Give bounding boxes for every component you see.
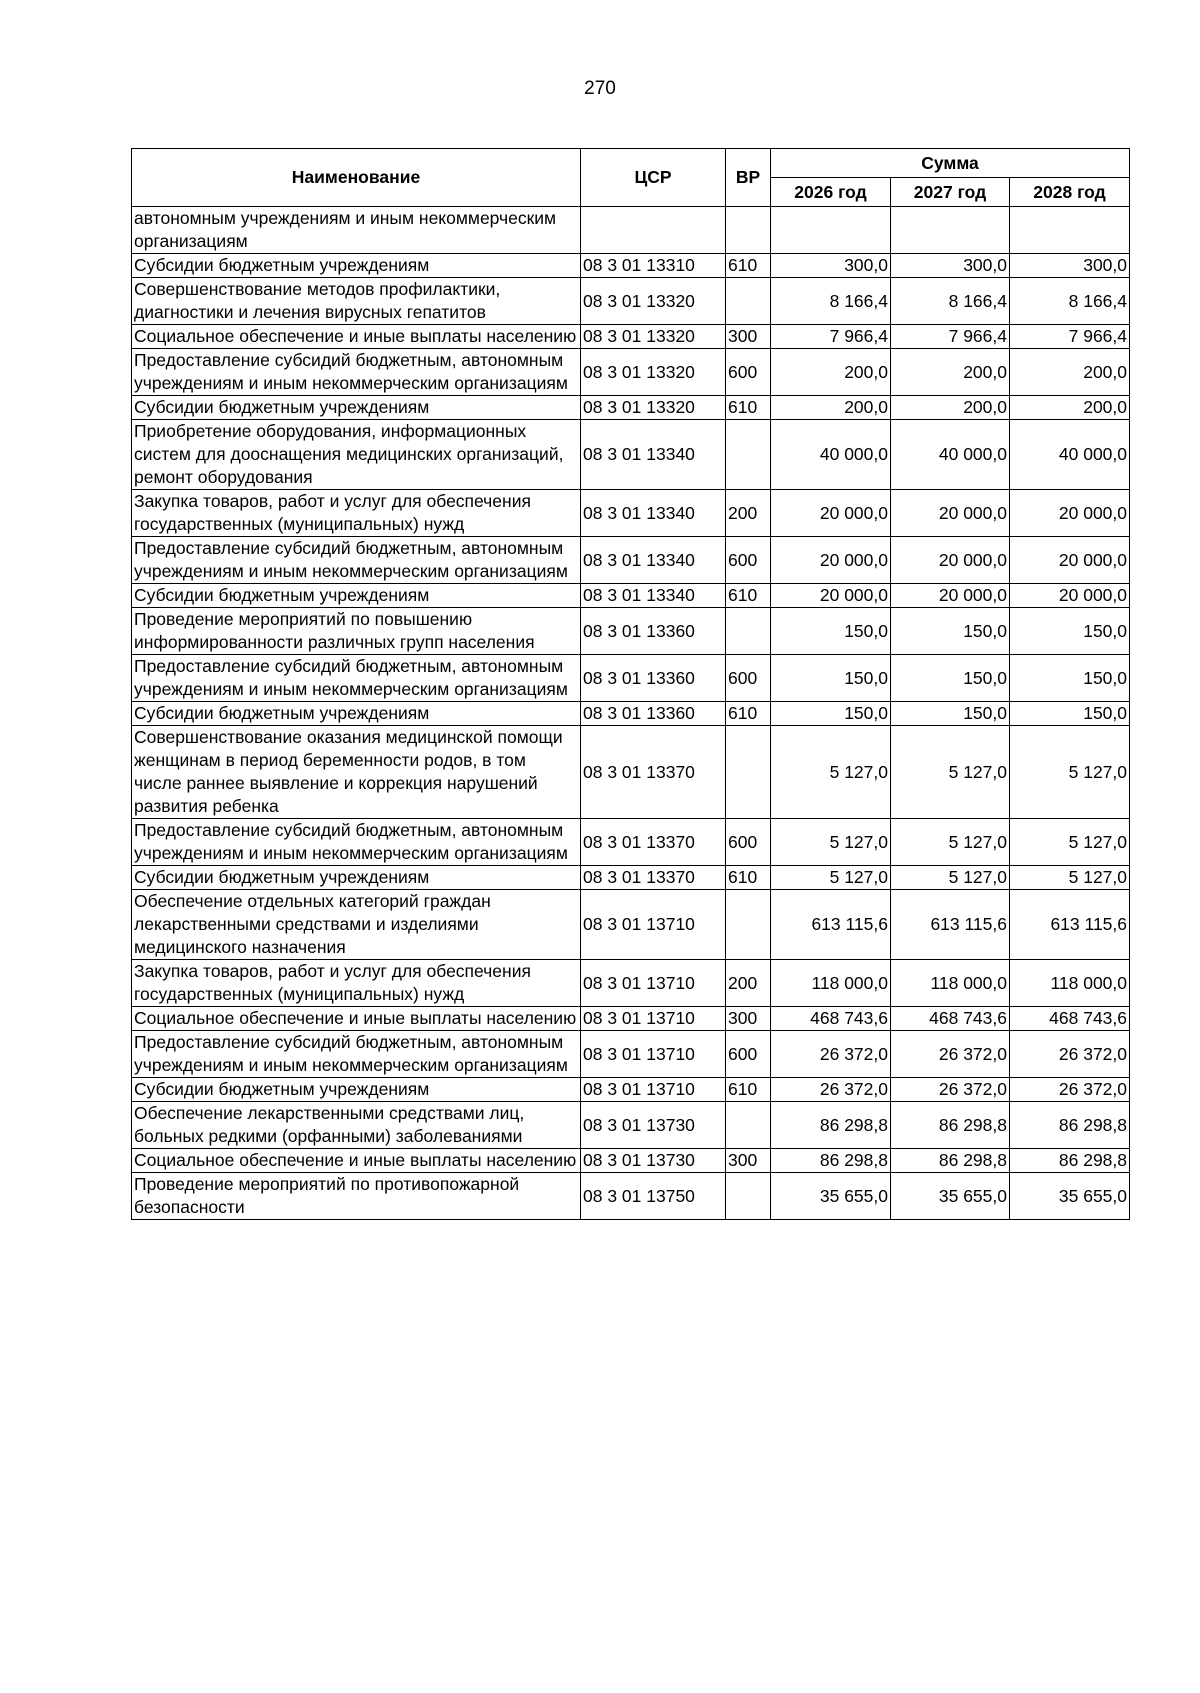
row-name-cell: Социальное обеспечение и иные выплаты населению <box>132 1149 581 1173</box>
row-value-2027: 86 298,8 <box>891 1102 1010 1149</box>
table-row <box>132 866 1130 890</box>
row-vr-cell: 610 <box>726 1078 771 1102</box>
row-name-cell: Предоставление субсидий бюджетным, автономным учреждениям и иным некоммерческим организациям <box>132 1031 581 1078</box>
row-value-2028: 200,0 <box>1010 349 1130 396</box>
row-value-2026: 40 000,0 <box>771 420 891 490</box>
row-value-2026: 20 000,0 <box>771 537 891 584</box>
table-row <box>132 420 1130 490</box>
row-value-2027: 7 966,4 <box>891 325 1010 349</box>
row-vr-cell <box>726 278 771 325</box>
table-row <box>132 349 1130 396</box>
row-name-cell: Приобретение оборудования, информационных систем для дооснащения медицинских организаций, ремонт оборудования <box>132 420 581 490</box>
row-vr-cell <box>726 890 771 960</box>
row-vr-cell <box>726 207 771 254</box>
row-vr-cell <box>726 726 771 819</box>
table-row <box>132 960 1130 1007</box>
table-row <box>132 325 1130 349</box>
table-row <box>132 702 1130 726</box>
row-value-2028: 8 166,4 <box>1010 278 1130 325</box>
row-name-cell: Предоставление субсидий бюджетным, автономным учреждениям и иным некоммерческим организациям <box>132 655 581 702</box>
row-csr-cell <box>581 207 726 254</box>
table-row <box>132 890 1130 960</box>
header-vr: ВР <box>726 149 771 207</box>
row-value-2027: 20 000,0 <box>891 490 1010 537</box>
header-name: Наименование <box>132 149 581 207</box>
row-vr-cell: 610 <box>726 866 771 890</box>
row-csr-cell: 08 3 01 13360 <box>581 655 726 702</box>
row-csr-cell: 08 3 01 13310 <box>581 254 726 278</box>
row-csr-cell: 08 3 01 13750 <box>581 1173 726 1220</box>
row-value-2028: 200,0 <box>1010 396 1130 420</box>
row-value-2027: 300,0 <box>891 254 1010 278</box>
header-csr: ЦСР <box>581 149 726 207</box>
row-value-2027: 150,0 <box>891 608 1010 655</box>
table-header <box>132 149 1130 207</box>
row-csr-cell: 08 3 01 13340 <box>581 537 726 584</box>
row-value-2028: 150,0 <box>1010 702 1130 726</box>
row-value-2027 <box>891 207 1010 254</box>
row-value-2026: 20 000,0 <box>771 490 891 537</box>
row-value-2028: 20 000,0 <box>1010 584 1130 608</box>
row-value-2026: 150,0 <box>771 702 891 726</box>
row-vr-cell: 600 <box>726 819 771 866</box>
row-vr-cell <box>726 1173 771 1220</box>
row-value-2026: 7 966,4 <box>771 325 891 349</box>
row-vr-cell: 610 <box>726 702 771 726</box>
row-value-2028 <box>1010 207 1130 254</box>
row-vr-cell: 600 <box>726 537 771 584</box>
table-row <box>132 396 1130 420</box>
row-value-2028: 86 298,8 <box>1010 1149 1130 1173</box>
header-year-2026: 2026 год <box>771 178 891 207</box>
row-value-2028: 26 372,0 <box>1010 1078 1130 1102</box>
row-csr-cell: 08 3 01 13730 <box>581 1149 726 1173</box>
row-value-2028: 150,0 <box>1010 608 1130 655</box>
budget-table <box>131 148 1130 1220</box>
row-csr-cell: 08 3 01 13710 <box>581 1078 726 1102</box>
row-vr-cell: 600 <box>726 655 771 702</box>
row-value-2026: 5 127,0 <box>771 866 891 890</box>
row-value-2028: 7 966,4 <box>1010 325 1130 349</box>
row-csr-cell: 08 3 01 13370 <box>581 819 726 866</box>
row-csr-cell: 08 3 01 13320 <box>581 325 726 349</box>
row-vr-cell: 200 <box>726 490 771 537</box>
row-name-cell: Совершенствование методов профилактики, диагностики и лечения вирусных гепатитов <box>132 278 581 325</box>
row-value-2027: 20 000,0 <box>891 537 1010 584</box>
row-value-2027: 118 000,0 <box>891 960 1010 1007</box>
row-csr-cell: 08 3 01 13710 <box>581 960 726 1007</box>
row-value-2026: 468 743,6 <box>771 1007 891 1031</box>
row-name-cell: Субсидии бюджетным учреждениям <box>132 254 581 278</box>
row-csr-cell: 08 3 01 13710 <box>581 890 726 960</box>
row-name-cell: Проведение мероприятий по противопожарной безопасности <box>132 1173 581 1220</box>
row-name-cell: Субсидии бюджетным учреждениям <box>132 584 581 608</box>
row-value-2027: 613 115,6 <box>891 890 1010 960</box>
header-year-2028: 2028 год <box>1010 178 1130 207</box>
row-value-2027: 150,0 <box>891 655 1010 702</box>
row-vr-cell: 600 <box>726 349 771 396</box>
table-row <box>132 490 1130 537</box>
row-value-2026: 86 298,8 <box>771 1102 891 1149</box>
table-row <box>132 1031 1130 1078</box>
row-value-2027: 200,0 <box>891 396 1010 420</box>
row-name-cell: Обеспечение отдельных категорий граждан лекарственными средствами и изделиями медицинского назначения <box>132 890 581 960</box>
row-value-2028: 5 127,0 <box>1010 866 1130 890</box>
row-vr-cell: 300 <box>726 325 771 349</box>
row-value-2026: 26 372,0 <box>771 1078 891 1102</box>
row-csr-cell: 08 3 01 13340 <box>581 490 726 537</box>
row-csr-cell: 08 3 01 13320 <box>581 349 726 396</box>
table-row <box>132 1173 1130 1220</box>
row-csr-cell: 08 3 01 13730 <box>581 1102 726 1149</box>
row-value-2028: 5 127,0 <box>1010 726 1130 819</box>
table-row <box>132 1007 1130 1031</box>
row-value-2027: 5 127,0 <box>891 819 1010 866</box>
row-vr-cell: 300 <box>726 1149 771 1173</box>
row-vr-cell: 600 <box>726 1031 771 1078</box>
row-value-2026: 5 127,0 <box>771 726 891 819</box>
row-value-2027: 468 743,6 <box>891 1007 1010 1031</box>
row-csr-cell: 08 3 01 13370 <box>581 866 726 890</box>
row-value-2026: 35 655,0 <box>771 1173 891 1220</box>
row-value-2028: 26 372,0 <box>1010 1031 1130 1078</box>
table-row <box>132 1078 1130 1102</box>
row-value-2028: 20 000,0 <box>1010 537 1130 584</box>
row-value-2028: 468 743,6 <box>1010 1007 1130 1031</box>
row-value-2027: 26 372,0 <box>891 1078 1010 1102</box>
row-csr-cell: 08 3 01 13340 <box>581 584 726 608</box>
row-value-2027: 200,0 <box>891 349 1010 396</box>
table-row <box>132 254 1130 278</box>
table-row <box>132 584 1130 608</box>
row-name-cell: Обеспечение лекарственными средствами лиц, больных редкими (орфанными) заболеваниями <box>132 1102 581 1149</box>
header-year-2027: 2027 год <box>891 178 1010 207</box>
table-row <box>132 819 1130 866</box>
row-value-2026: 200,0 <box>771 349 891 396</box>
row-csr-cell: 08 3 01 13710 <box>581 1031 726 1078</box>
table-row <box>132 726 1130 819</box>
table-row <box>132 655 1130 702</box>
row-value-2027: 86 298,8 <box>891 1149 1010 1173</box>
row-value-2027: 35 655,0 <box>891 1173 1010 1220</box>
row-name-cell: Социальное обеспечение и иные выплаты населению <box>132 325 581 349</box>
table-row <box>132 608 1130 655</box>
row-name-cell: Совершенствование оказания медицинской помощи женщинам в период беременности родов, в том числе раннее выявление и коррекция нарушений развития ребенка <box>132 726 581 819</box>
row-vr-cell <box>726 608 771 655</box>
row-name-cell: Предоставление субсидий бюджетным, автономным учреждениям и иным некоммерческим организациям <box>132 349 581 396</box>
row-value-2026: 86 298,8 <box>771 1149 891 1173</box>
table-row <box>132 278 1130 325</box>
row-value-2027: 8 166,4 <box>891 278 1010 325</box>
row-name-cell: Социальное обеспечение и иные выплаты населению <box>132 1007 581 1031</box>
row-value-2027: 26 372,0 <box>891 1031 1010 1078</box>
row-value-2028: 86 298,8 <box>1010 1102 1130 1149</box>
row-csr-cell: 08 3 01 13360 <box>581 702 726 726</box>
row-value-2026: 150,0 <box>771 608 891 655</box>
row-value-2026: 613 115,6 <box>771 890 891 960</box>
row-vr-cell: 300 <box>726 1007 771 1031</box>
row-value-2027: 5 127,0 <box>891 866 1010 890</box>
row-name-cell: Субсидии бюджетным учреждениям <box>132 702 581 726</box>
row-value-2026: 20 000,0 <box>771 584 891 608</box>
row-value-2026: 118 000,0 <box>771 960 891 1007</box>
row-name-cell: Закупка товаров, работ и услуг для обеспечения государственных (муниципальных) нужд <box>132 960 581 1007</box>
row-value-2027: 20 000,0 <box>891 584 1010 608</box>
page-number: 270 <box>584 78 616 99</box>
row-value-2028: 613 115,6 <box>1010 890 1130 960</box>
row-value-2028: 5 127,0 <box>1010 819 1130 866</box>
row-csr-cell: 08 3 01 13340 <box>581 420 726 490</box>
row-name-cell: Субсидии бюджетным учреждениям <box>132 1078 581 1102</box>
row-name-cell: Проведение мероприятий по повышению информированности различных групп населения <box>132 608 581 655</box>
row-csr-cell: 08 3 01 13370 <box>581 726 726 819</box>
row-value-2027: 40 000,0 <box>891 420 1010 490</box>
row-csr-cell: 08 3 01 13710 <box>581 1007 726 1031</box>
row-value-2026: 26 372,0 <box>771 1031 891 1078</box>
row-name-cell: Субсидии бюджетным учреждениям <box>132 396 581 420</box>
row-name-cell: Предоставление субсидий бюджетным, автономным учреждениям и иным некоммерческим организациям <box>132 537 581 584</box>
row-value-2026: 150,0 <box>771 655 891 702</box>
row-name-cell: автономным учреждениям и иным некоммерческим организациям <box>132 207 581 254</box>
row-value-2026: 5 127,0 <box>771 819 891 866</box>
row-vr-cell <box>726 1102 771 1149</box>
row-csr-cell: 08 3 01 13320 <box>581 396 726 420</box>
row-vr-cell <box>726 420 771 490</box>
row-value-2026: 8 166,4 <box>771 278 891 325</box>
row-vr-cell: 610 <box>726 584 771 608</box>
row-name-cell: Субсидии бюджетным учреждениям <box>132 866 581 890</box>
row-value-2028: 35 655,0 <box>1010 1173 1130 1220</box>
table-row <box>132 537 1130 584</box>
row-value-2028: 20 000,0 <box>1010 490 1130 537</box>
row-value-2027: 5 127,0 <box>891 726 1010 819</box>
row-value-2027: 150,0 <box>891 702 1010 726</box>
table-row <box>132 1102 1130 1149</box>
row-value-2026: 300,0 <box>771 254 891 278</box>
row-value-2028: 118 000,0 <box>1010 960 1130 1007</box>
row-value-2028: 40 000,0 <box>1010 420 1130 490</box>
row-name-cell: Закупка товаров, работ и услуг для обеспечения государственных (муниципальных) нужд <box>132 490 581 537</box>
row-value-2026 <box>771 207 891 254</box>
table-body <box>132 207 1130 1220</box>
row-vr-cell: 610 <box>726 396 771 420</box>
row-csr-cell: 08 3 01 13360 <box>581 608 726 655</box>
row-csr-cell: 08 3 01 13320 <box>581 278 726 325</box>
table-row <box>132 207 1130 254</box>
row-value-2028: 150,0 <box>1010 655 1130 702</box>
table-row <box>132 1149 1130 1173</box>
header-sum: Сумма <box>771 149 1130 178</box>
row-value-2028: 300,0 <box>1010 254 1130 278</box>
row-vr-cell: 200 <box>726 960 771 1007</box>
row-vr-cell: 610 <box>726 254 771 278</box>
row-name-cell: Предоставление субсидий бюджетным, автономным учреждениям и иным некоммерческим организациям <box>132 819 581 866</box>
row-value-2026: 200,0 <box>771 396 891 420</box>
